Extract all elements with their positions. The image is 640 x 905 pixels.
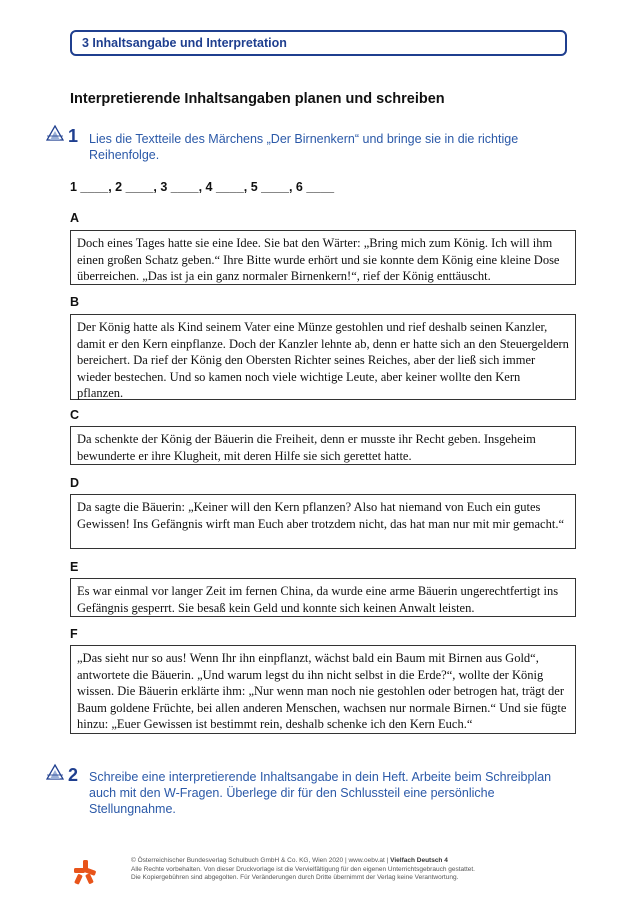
text-box-b: Der König hatte als Kind seinem Vater eine Münze gestohlen und rief deshalb seinen Kanzler, damit er den Kern einpflanze. Doch der Kanzler lehnte ab, denn er hatte sich an den Steuergeldern bereichert. Da rief der König den Obersten Richter seines Reiches, aber der ließ sich immer wieder bestechen. Und so kamen noch viele wichtige Leute, aber keiner wollte den Kern pflanzen. [70, 314, 576, 400]
footer-book-title: Vielfach Deutsch 4 [390, 857, 448, 864]
text-box-d: Da sagte die Bäuerin: „Keiner will den Kern pflanzen? Also hat niemand von Euch ein gutes Gewissen! Ins Gefängnis wirft man Euch aber trotzdem nicht, das hat man nur mit mir gemacht.“ [70, 494, 576, 549]
answer-order-line: 1 ____, 2 ____, 3 ____, 4 ____, 5 ____, 6 ____ [70, 180, 335, 194]
chapter-header [70, 30, 567, 56]
task-2-instruction: Schreibe eine interpretierende Inhaltsangabe in dein Heft. Arbeite beim Schreibplan auch mit den W-Fragen. Überlege dir für den Schlussteil eine persönliche Stellungnahme. [89, 770, 552, 816]
publisher-logo-icon [72, 858, 98, 886]
text-box-e: Es war einmal vor langer Zeit im fernen China, da wurde eine arme Bäuerin ungerechtfertigt ins Gefängnis gesperrt. Sie besaß kein Geld und konnte sich keinen Anwalt leisten. [70, 578, 576, 617]
task-1-number: 1 [68, 126, 79, 146]
footer-line-2: Alle Rechte vorbehalten. Von dieser Druckvorlage ist die Vervielfältigung für den eigenen Unterrichtsgebrauch gestattet. [131, 865, 475, 873]
section-label-b: B [70, 295, 80, 309]
task-2-number: 2 [68, 765, 79, 785]
chapter-title: 3 Inhaltsangabe und Interpretation [82, 36, 287, 50]
text-box-f: „Das sieht nur so aus! Wenn Ihr ihn einpflanzt, wächst bald ein Baum mit Birnen aus Gold“, antwortete die Bäuerin. „Und warum legst du ihn nicht selbst in die Erde?“, wollte der König wissen. Die Bäuerin erklärte ihm: „Nur wenn man noch nie gestohlen oder betrogen hat, trägt der Baum goldene Früchte, bei allen anderen Menschen, wachsen nur normale Birnen.“ Und sie fügte hinzu: „Euer Gewissen ist bestimmt rein, deshalb schenke ich den Kern Euch.“ [70, 645, 576, 734]
section-label-c: C [70, 408, 80, 422]
difficulty-triangle-icon [46, 124, 64, 142]
footer-copyright [131, 857, 475, 883]
section-label-e: E [70, 560, 79, 574]
difficulty-triangle-icon [46, 763, 64, 781]
footer-line-1: © Österreichischer Bundesverlag Schulbuch GmbH & Co. KG, Wien 2020 | www.oebv.at | [131, 857, 391, 864]
footer-line-3: Die Kopiergebühren sind abgegolten. Für Veränderungen durch Dritte übernimmt der Verlag keine Verantwortung. [131, 874, 459, 881]
section-label-f: F [70, 627, 78, 641]
section-label-a: A [70, 211, 80, 225]
task-1-instruction: Lies die Textteile des Märchens „Der Birnenkern“ und bringe sie in die richtige Reihenfolge. [89, 132, 519, 162]
text-box-c: Da schenkte der König der Bäuerin die Freiheit, denn er musste ihr Recht geben. Insgeheim bewunderte er ihre Klugheit, mit deren Hilfe sie sich gerettet hatte. [70, 426, 576, 465]
page-title: Interpretierende Inhaltsangaben planen und schreiben [70, 91, 445, 107]
section-label-d: D [70, 476, 80, 490]
text-box-a: Doch eines Tages hatte sie eine Idee. Sie bat den Wärter: „Bring mich zum König. Ich will ihm einen großen Schatz geben.“ Ihre Bitte wurde erhört und sie konnte dem König eine kleine Dose überreichen. „Das ist ja ein ganz normaler Birnenkern!“, rief der König enttäuscht. [70, 230, 576, 285]
